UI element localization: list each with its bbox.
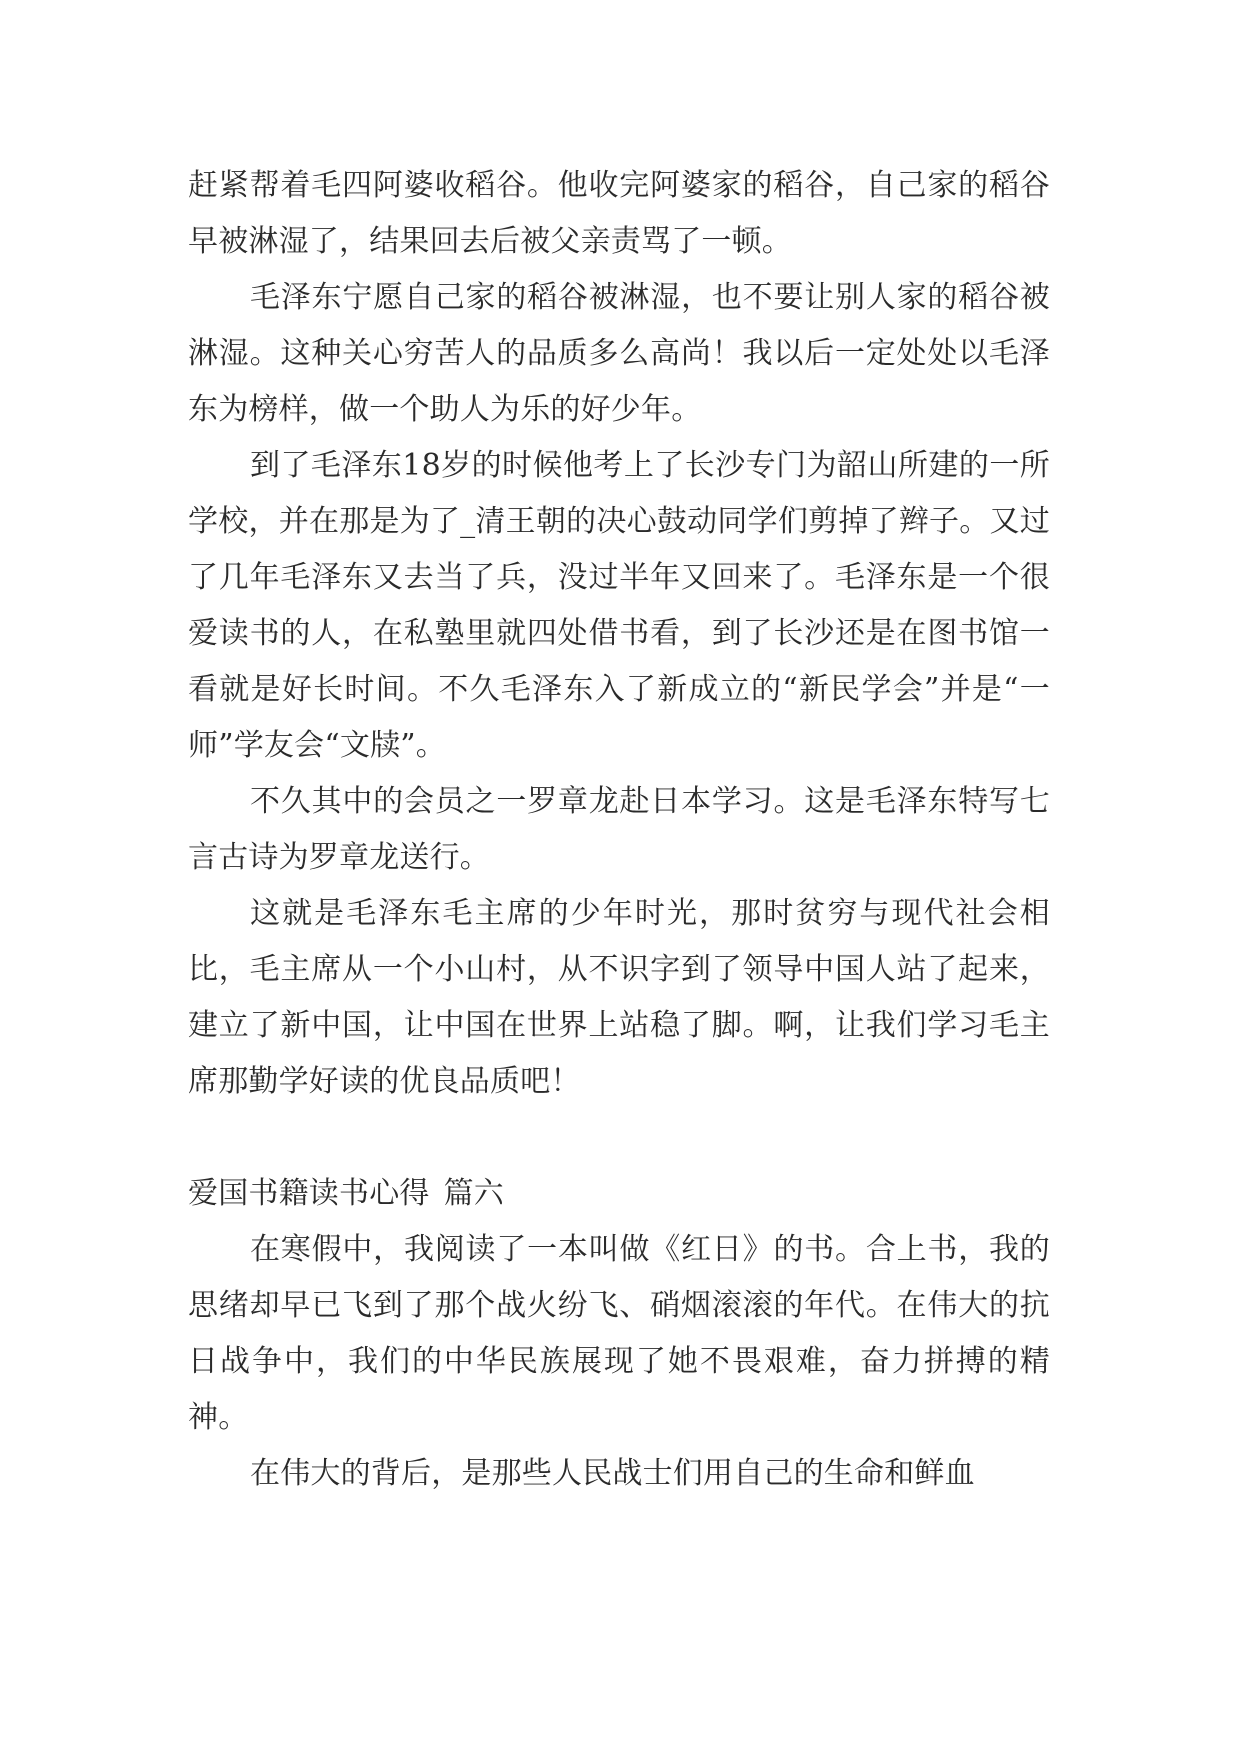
section-heading-title: 爱国书籍读书心得 [188, 1176, 430, 1211]
paragraph-3: 到了毛泽东18岁的时候他考上了长沙专门为韶山所建的一所学校，并在那是为了_清王朝的决心鼓动同学们剪掉了辫子。又过了几年毛泽东又去当了兵，没过半年又回来了。毛泽东是一个很爱读书的人，在私塾里就四处借书看，到了长沙还是在图书馆一看就是好长时间。不久毛泽东入了新成立的“新民学会”并是“一师”学友会“文牍”。 [188, 448, 1050, 763]
paragraph-4: 不久其中的会员之一罗章龙赴日本学习。这是毛泽东特写七言古诗为罗章龙送行。 [188, 784, 1050, 875]
section-heading-number: 篇六 [443, 1176, 505, 1211]
document-body [188, 158, 1050, 1502]
paragraph-2: 毛泽东宁愿自己家的稻谷被淋湿，也不要让别人家的稻谷被淋湿。这种关心穷苦人的品质多么高尚！我以后一定处处以毛泽东为榜样，做一个助人为乐的好少年。 [188, 280, 1050, 427]
paragraph-6: 在寒假中，我阅读了一本叫做《红日》的书。合上书，我的思绪却早已飞到了那个战火纷飞、硝烟滚滚的年代。在伟大的抗日战争中，我们的中华民族展现了她不畏艰难，奋力拼搏的精神。 [188, 1232, 1050, 1435]
paragraph-7: 在伟大的背后，是那些人民战士们用自己的生命和鲜血 [250, 1456, 975, 1491]
paragraph-5: 这就是毛泽东毛主席的少年时光，那时贫穷与现代社会相比，毛主席从一个小山村，从不识字到了领导中国人站了起来，建立了新中国，让中国在世界上站稳了脚。啊，让我们学习毛主席那勤学好读的优良品质吧！ [188, 896, 1050, 1099]
section-heading [188, 1166, 1050, 1222]
paragraph-1: 赶紧帮着毛四阿婆收稻谷。他收完阿婆家的稻谷，自己家的稻谷早被淋湿了，结果回去后被父亲责骂了一顿。 [188, 168, 1050, 259]
